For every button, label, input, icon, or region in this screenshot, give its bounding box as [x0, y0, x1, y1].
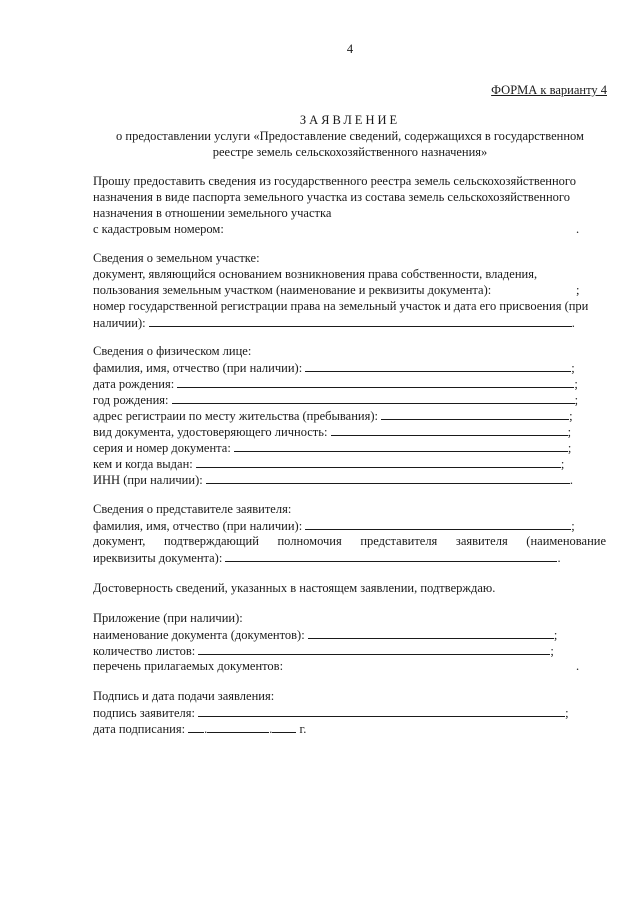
rep-doc-word-3: полномочия [277, 534, 342, 548]
person-doc-type-field[interactable] [331, 423, 568, 436]
land-doc-line-1: документ, являющийся основанием возникновения права собственности, владения, [93, 267, 538, 281]
signature-row: подпись заявителя: ; [93, 706, 569, 720]
attachment-doc-name-row: наименование документа (документов): ; [93, 628, 558, 642]
representative-doc-field[interactable] [225, 549, 557, 562]
person-issued-label: кем и когда выдан: [93, 457, 193, 471]
land-registration-line-1: номер государственной регистрации права на земельный участок и дата его присвоения (при [93, 299, 589, 313]
person-address-label: адрес регистраии по месту жительства (пребывания): [93, 409, 378, 423]
signature-label: подпись заявителя: [93, 706, 195, 720]
cadastral-number-end: . [576, 222, 580, 236]
person-doc-number-row: серия и номер документа: ; [93, 441, 572, 455]
person-issued-row: кем и когда выдан: ; [93, 457, 565, 471]
person-birth-date-field[interactable] [177, 375, 574, 388]
person-inn-field[interactable] [206, 471, 570, 484]
request-line-2: назначения в виде паспорта земельного участка из состава земель сельскохозяйственного [93, 190, 571, 204]
signing-month-field[interactable] [207, 720, 269, 733]
land-info-heading: Сведения о земельном участке: [93, 251, 260, 265]
person-doc-number-label: серия и номер документа: [93, 441, 231, 455]
person-inn-label: ИНН (при наличии): [93, 473, 203, 487]
representative-fio-label: фамилия, имя, отчество (при наличии): [93, 519, 303, 533]
representative-fio-field[interactable] [305, 517, 571, 530]
representative-heading: Сведения о представителе заявителя: [93, 502, 292, 516]
attachment-doc-name-field[interactable] [308, 626, 554, 639]
representative-doc-label: иреквизиты документа): [93, 551, 223, 565]
person-info-heading: Сведения о физическом лице: [93, 344, 252, 358]
request-line-3: назначения в отношении земельного участка [93, 206, 332, 220]
signing-year-field[interactable] [272, 720, 296, 733]
land-doc-end: ; [576, 283, 580, 297]
document-subtitle [60, 128, 640, 160]
signing-date-row: дата подписания: . . г. [93, 722, 307, 736]
person-doc-type-label: вид документа, удостоверяющего личность: [93, 425, 328, 439]
attachment-heading: Приложение (при наличии): [93, 611, 243, 625]
attachment-sheets-label: количество листов: [93, 644, 196, 658]
land-doc-line-2: пользования земельным участком (наименование и реквизиты документа): [93, 283, 492, 297]
person-birth-date-row: дата рождения: ; [93, 377, 578, 391]
rep-doc-word-6: (наименование [526, 534, 606, 548]
representative-fio-row: фамилия, имя, отчество (при наличии): ; [93, 519, 575, 533]
document-title: ЗАЯВЛЕНИЕ [299, 113, 401, 127]
representative-doc-line-1 [93, 533, 606, 549]
person-issued-field[interactable] [196, 455, 561, 468]
form-variant-tag: ФОРМА к варианту 4 [491, 83, 607, 97]
rep-doc-word-2: подтверждающий [163, 534, 259, 548]
rep-doc-word-4: представителя [360, 534, 438, 548]
subtitle-line-1: о предоставлении услуги «Предоставление сведений, содержащихся в государственном [116, 129, 584, 143]
land-registration-label: наличии): [93, 316, 146, 330]
person-doc-number-field[interactable] [234, 439, 568, 452]
person-birth-year-label: год рождения: [93, 393, 169, 407]
confirmation-statement: Достоверность сведений, указанных в настоящем заявлении, подтверждаю. [93, 581, 496, 595]
signature-heading: Подпись и дата подачи заявления: [93, 689, 275, 703]
person-address-row: адрес регистраии по месту жительства (пребывания): ; [93, 409, 573, 423]
request-line-1: Прошу предоставить сведения из государственного реестра земель сельскохозяйственного [93, 174, 576, 188]
person-birth-date-label: дата рождения: [93, 377, 175, 391]
person-birth-year-row: год рождения: ; [93, 393, 579, 407]
subtitle-line-2: реестре земель сельскохозяйственного назначения» [212, 145, 488, 159]
signing-year-suffix: г. [299, 722, 307, 736]
attachment-sheets-field[interactable] [198, 642, 550, 655]
land-registration-field[interactable] [149, 314, 572, 327]
person-fio-label: фамилия, имя, отчество (при наличии): [93, 361, 303, 375]
representative-doc-row: иреквизиты документа): . [93, 551, 561, 565]
person-inn-row: ИНН (при наличии): . [93, 473, 573, 487]
cadastral-number-label: с кадастровым номером: [93, 222, 224, 236]
attachment-list-end: . [576, 659, 580, 673]
signing-date-label: дата подписания: [93, 722, 186, 736]
rep-doc-word-1: документ, [93, 534, 146, 548]
signing-day-field[interactable] [188, 720, 204, 733]
person-fio-row: фамилия, имя, отчество (при наличии): ; [93, 361, 575, 375]
attachment-doc-name-label: наименование документа (документов): [93, 628, 305, 642]
person-doc-type-row: вид документа, удостоверяющего личность: ; [93, 425, 572, 439]
attachment-list-label: перечень прилагаемых документов: [93, 659, 284, 673]
attachment-sheets-row: количество листов: ; [93, 644, 554, 658]
person-fio-field[interactable] [305, 359, 571, 372]
person-address-field[interactable] [381, 407, 569, 420]
land-registration-line-2: наличии): . [93, 316, 575, 330]
page-number: 4 [346, 42, 354, 56]
signature-field[interactable] [198, 704, 565, 717]
rep-doc-word-5: заявителя [455, 534, 508, 548]
person-birth-year-field[interactable] [172, 391, 575, 404]
